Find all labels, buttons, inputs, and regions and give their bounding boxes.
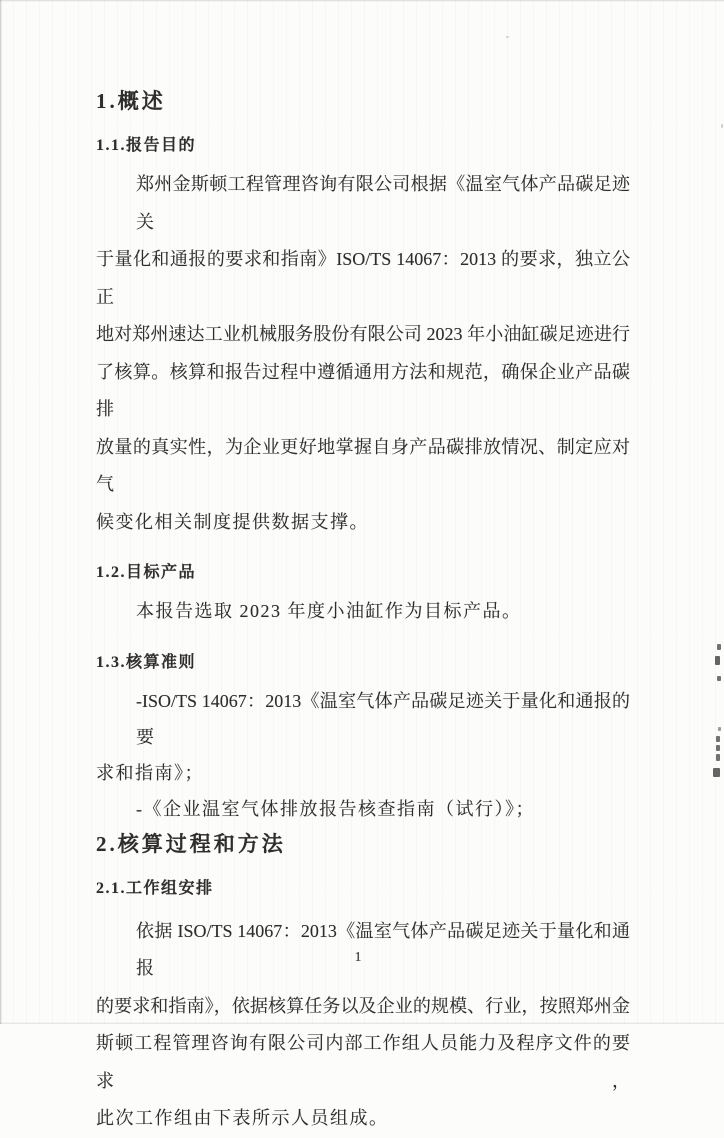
paragraph-workgroup: [96, 913, 630, 1138]
paragraph-line: 于量化和通报的要求和指南》ISO/TS 14067：2013 的要求，独立公正: [96, 249, 630, 307]
heading-overview: 1.概述: [96, 89, 166, 113]
heading-accounting-process: 2.核算过程和方法: [96, 831, 286, 856]
scan-artifact-mark: [715, 656, 720, 665]
scan-artifact-mark: [718, 727, 721, 731]
paragraph-line: -ISO/TS 14067：2013《温室气体产品碳足迹关于量化和通报的要: [136, 690, 630, 747]
paragraph-line: 本报告选取 2023 年度小油缸作为目标产品。: [136, 601, 522, 621]
paragraph-line: 地对郑州速达工业机械服务股份有限公司 2023 年小油缸碳足迹进行: [96, 324, 630, 344]
scan-speck: [721, 124, 723, 128]
paragraph-line: 求和指南》；: [96, 762, 204, 783]
heading-workgroup: 2.1.工作组安排: [96, 879, 214, 897]
scan-artifact-mark: [713, 768, 720, 777]
paragraph-report-purpose: [96, 166, 630, 541]
paragraph-line: 此次工作组由下表所示人员组成。: [96, 1108, 389, 1128]
heading-target-product: 1.2.目标产品: [96, 564, 197, 581]
document-content: [96, 88, 630, 1138]
scan-speck: [506, 36, 509, 38]
paragraph-line: 了核算。核算和报告过程中遵循通用方法和规范，确保企业产品碳排: [96, 361, 630, 419]
paragraph-line: 依据 ISO/TS 14067：2013《温室气体产品碳足迹关于量化和通报: [136, 920, 630, 978]
paragraph-line: 放量的真实性，为企业更好地掌握自身产品碳排放情况、制定应对气: [96, 436, 630, 494]
scan-artifact-mark: [716, 745, 720, 751]
heading-accounting-criteria: 1.3.核算准则: [96, 653, 197, 671]
paragraph-line: 候变化相关制度提供数据支撑。: [96, 511, 369, 532]
scan-artifact-mark: [717, 644, 721, 650]
scan-artifact-mark: [717, 676, 721, 681]
paragraph-criteria-guide: [96, 791, 630, 827]
scan-artifact-mark: [716, 736, 720, 742]
paragraph-target-product: [96, 593, 630, 631]
heading-report-purpose: 1.1.报告目的: [96, 137, 197, 154]
page-number: 1: [354, 950, 362, 965]
paragraph-criteria-iso: [96, 683, 630, 791]
scan-edge-left: [0, 0, 2, 1024]
paragraph-line: 的要求和指南》，依据核算任务以及企业的规模、行业，按照郑州金: [96, 995, 630, 1016]
paragraph-line: 郑州金斯顿工程管理咨询有限公司根据《温室气体产品碳足迹关: [136, 174, 630, 232]
paragraph-line: -《企业温室气体排放报告核查指南（试行）》；: [136, 798, 535, 819]
paragraph-line: 斯顿工程管理咨询有限公司内部工作组人员能力及程序文件的要求，: [96, 1033, 630, 1091]
scan-artifact-mark: [716, 754, 720, 761]
scan-edge-top: [0, 0, 724, 2]
